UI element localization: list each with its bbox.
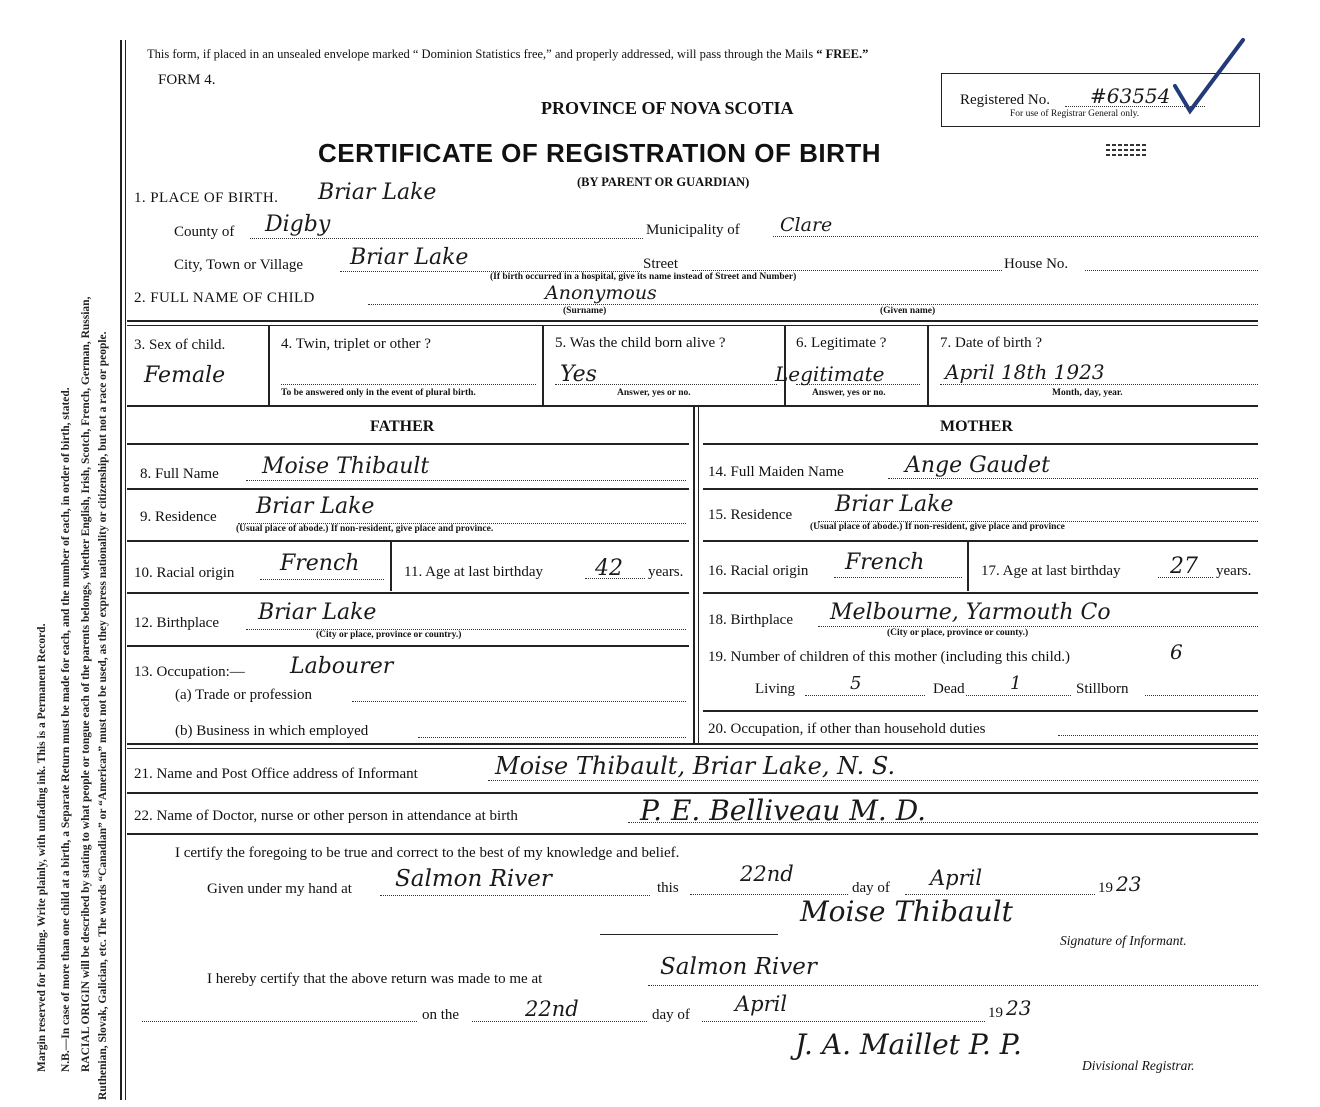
father-age-value: 42 — [595, 556, 623, 581]
informant-signature-label: Signature of Informant. — [1060, 933, 1187, 948]
mother-children-value: 6 — [1170, 640, 1183, 664]
doctor-value: P. E. Belliveau M. D. — [640, 794, 927, 827]
mother-birthplace-note: (City or place, province or county.) — [887, 628, 1029, 638]
father-years: years. — [648, 564, 684, 580]
municipality-value: Clare — [780, 214, 833, 236]
doctor-label: 22. Name of Doctor, nurse or other person in attendance at birth — [134, 808, 518, 824]
mother-residence-label: 15. Residence — [708, 507, 793, 523]
certify-day-value: 22nd — [740, 862, 794, 886]
mother-name-value: Ange Gaudet — [905, 453, 1050, 478]
check-mark — [1165, 36, 1250, 126]
margin-note-racial-origin-2: Ruthenian, Slovak, Galician, etc. The words “Canadian” or “American” must not be used, as they express nationality or citizenship, but not a race or people. — [97, 331, 109, 1100]
father-age-label: 11. Age at last birthday — [404, 564, 543, 580]
registrar-year-prefix: 19 — [988, 1005, 1003, 1021]
father-occupation-value: Labourer — [290, 654, 394, 679]
surname-note: (Surname) — [563, 306, 607, 316]
stillborn-label: Stillborn — [1076, 681, 1129, 697]
registrar-place-value: Salmon River — [660, 954, 817, 980]
mother-race-label: 16. Racial origin — [708, 563, 809, 579]
mother-occupation-label: 20. Occupation, if other than household duties — [708, 721, 986, 737]
informant-signature: Moise Thibault — [800, 895, 1013, 928]
dead-value: 1 — [1010, 673, 1022, 694]
mother-residence-value: Briar Lake — [835, 492, 954, 517]
registrar-certify-text: I hereby certify that the above return was made to me at — [207, 971, 543, 987]
dead-label: Dead — [933, 681, 965, 697]
informant-label: 21. Name and Post Office address of Informant — [134, 766, 418, 782]
given-under-label: Given under my hand at — [207, 881, 352, 897]
margin-note-racial-origin: RACIAL ORIGIN will be described by stating to what people or tongue each of the parents belongs, whether English, Irish, Scotch, French, German, Russian, — [80, 296, 92, 1072]
alive-label: 5. Was the child born alive ? — [555, 335, 726, 351]
registrar-day-value: 22nd — [525, 997, 579, 1021]
legitimate-note: Answer, yes or no. — [812, 388, 886, 398]
margin-note-nb: N.B.—In case of more than one child at a birth, a Separate Return must be made for each, and the number of each, in order of birth, stated. — [60, 387, 72, 1072]
mother-race-value: French — [845, 550, 925, 575]
mother-name-label: 14. Full Maiden Name — [708, 464, 844, 480]
father-heading: FATHER — [370, 418, 435, 435]
sex-value: Female — [144, 363, 226, 388]
certificate-subtitle: (BY PARENT OR GUARDIAN) — [577, 175, 750, 189]
father-race-label: 10. Racial origin — [134, 565, 235, 581]
street-label: Street — [643, 256, 678, 272]
father-residence-label: 9. Residence — [140, 509, 217, 525]
father-residence-value: Briar Lake — [256, 494, 375, 519]
date-of-birth-label: 7. Date of birth ? — [940, 335, 1043, 351]
registrar-signature-label: Divisional Registrar. — [1082, 1058, 1195, 1073]
father-residence-note: (Usual place of abode.) If non-resident, give place and province. — [236, 524, 494, 534]
left-border-inner — [125, 40, 126, 1100]
mother-age-value: 27 — [1170, 554, 1198, 579]
date-of-birth-value: April 18th 1923 — [945, 360, 1105, 384]
given-place-value: Salmon River — [395, 866, 552, 892]
registrar-year-value: 23 — [1006, 996, 1032, 1020]
father-name-value: Moise Thibault — [262, 454, 430, 479]
mother-heading: MOTHER — [940, 418, 1013, 435]
county-value: Digby — [265, 212, 331, 237]
mother-birthplace-label: 18. Birthplace — [708, 612, 793, 628]
certificate-title: CERTIFICATE OF REGISTRATION OF BIRTH — [318, 138, 882, 168]
registered-label: Registered No. — [960, 92, 1050, 108]
certify-year-value: 23 — [1116, 872, 1142, 896]
alive-value: Yes — [560, 362, 597, 387]
mother-years: years. — [1216, 563, 1252, 579]
on-the-label: on the — [422, 1007, 460, 1023]
father-occupation-label: 13. Occupation:— — [134, 664, 245, 680]
hospital-note: (If birth occurred in a hospital, give its name instead of Street and Number) — [490, 272, 797, 282]
twin-label: 4. Twin, triplet or other ? — [281, 336, 431, 352]
left-border-outer — [120, 40, 122, 1100]
house-number-label: House No. — [1004, 256, 1069, 272]
rule-top-row3 — [127, 320, 1258, 322]
registrar-signature: J. A. Maillet P. P. — [795, 1028, 1022, 1061]
province-heading: PROVINCE OF NOVA SCOTIA — [541, 98, 794, 118]
business-label: (b) Business in which employed — [175, 723, 369, 739]
mother-birthplace-value: Melbourne, Yarmouth Co — [830, 600, 1111, 625]
trade-label: (a) Trade or profession — [175, 687, 313, 703]
alive-note: Answer, yes or no. — [617, 388, 691, 398]
father-birthplace-note: (City or place, province or country.) — [316, 630, 462, 640]
child-name-label: 2. FULL NAME OF CHILD — [134, 290, 315, 306]
mother-residence-note: (Usual place of abode.) If non-resident, give place and province — [810, 522, 1065, 532]
margin-note-binding: Margin reserved for binding. Write plainly, with unfading ink. This is a Permanent Record. — [36, 623, 48, 1072]
legitimate-label: 6. Legitimate ? — [796, 335, 887, 351]
informant-value: Moise Thibault, Briar Lake, N. S. — [495, 752, 896, 780]
registrar-month-value: April — [735, 992, 788, 1016]
city-value: Briar Lake — [350, 245, 469, 270]
registrar-day-of-label: day of — [652, 1007, 690, 1023]
date-of-birth-note: Month, day, year. — [1052, 388, 1123, 398]
father-birthplace-label: 12. Birthplace — [134, 615, 219, 631]
mail-notice: This form, if placed in an unsealed envelope marked “ Dominion Statistics free,” and properly addressed, will pass through the Mails “ FREE.” — [147, 47, 869, 61]
city-label: City, Town or Village — [174, 257, 304, 273]
registered-number: #63554 — [1090, 84, 1171, 108]
county-label: County of — [174, 224, 235, 240]
child-name-value: Anonymous — [545, 282, 657, 304]
registrar-use-note: For use of Registrar General only. — [1010, 109, 1140, 119]
mother-children-label: 19. Number of children of this mother (including this child.) — [708, 649, 1071, 665]
certify-year-prefix: 19 — [1098, 880, 1113, 896]
given-name-note: (Given name) — [880, 306, 936, 316]
twin-note: To be answered only in the event of plural birth. — [281, 388, 476, 398]
living-value: 5 — [850, 673, 862, 694]
certify-month-value: April — [930, 866, 983, 890]
certify-day-of-label: day of — [852, 880, 890, 896]
mother-age-label: 17. Age at last birthday — [981, 563, 1121, 579]
sex-label: 3. Sex of child. — [134, 337, 226, 353]
form-number: FORM 4. — [158, 72, 216, 88]
father-name-label: 8. Full Name — [140, 466, 219, 482]
stamp-mark — [1105, 142, 1147, 158]
place-of-birth-label: 1. PLACE OF BIRTH. — [134, 190, 279, 206]
certify-text: I certify the foregoing to be true and correct to the best of my knowledge and belief. — [175, 845, 680, 861]
this-label: this — [657, 880, 679, 896]
place-of-birth-value: Briar Lake — [318, 180, 437, 205]
living-label: Living — [755, 681, 795, 697]
legitimate-value: Legitimate — [775, 362, 885, 386]
father-race-value: French — [280, 551, 360, 576]
municipality-label: Municipality of — [646, 222, 740, 238]
father-birthplace-value: Briar Lake — [258, 600, 377, 625]
